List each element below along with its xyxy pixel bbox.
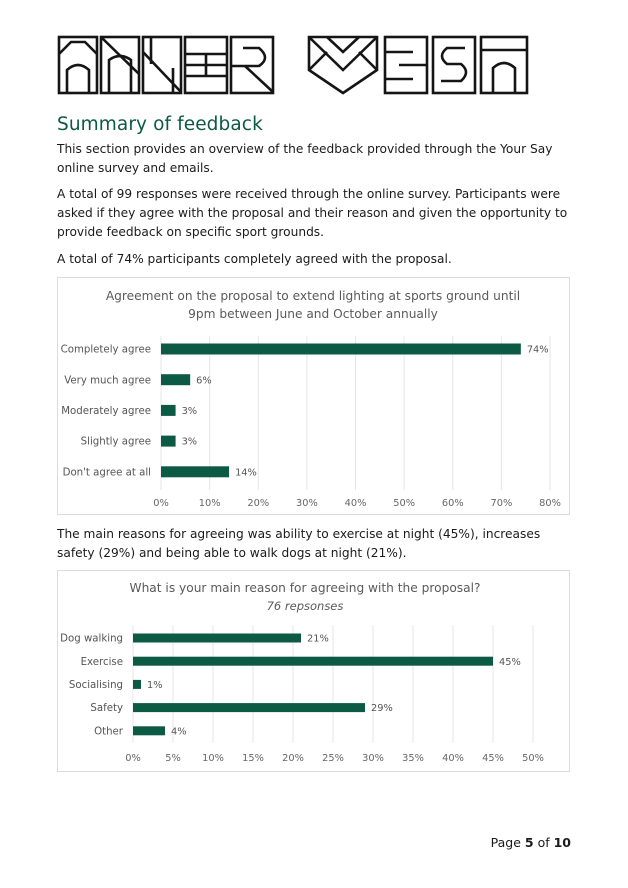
- bar-value-label: 6%: [196, 375, 212, 387]
- bar-value-label: 21%: [307, 633, 329, 645]
- logo-letter-n2: [143, 37, 181, 93]
- x-tick-label: 40%: [442, 753, 464, 764]
- x-tick-label: 20%: [247, 498, 270, 509]
- bar-value-label: 3%: [181, 436, 198, 448]
- category-label: Very much agree: [64, 375, 151, 387]
- page-number: [491, 835, 571, 850]
- category-label: Dog walking: [60, 633, 123, 645]
- bar-value-label: 74%: [526, 344, 549, 356]
- category-label: Safety: [90, 703, 123, 715]
- reasons-chart-svg: [58, 571, 569, 771]
- category-label: Completely agree: [60, 344, 151, 356]
- agreement-paragraph: A total of 74% participants completely agreed with the proposal.: [57, 252, 452, 266]
- logo-letter-r: [231, 37, 273, 93]
- page-total: 10: [553, 835, 571, 850]
- bar: [161, 436, 176, 447]
- x-tick-label: 50%: [522, 753, 544, 764]
- category-label: Don't agree at all: [62, 467, 151, 479]
- logo-letter-e1: [185, 37, 227, 93]
- bar: [133, 634, 301, 643]
- bar: [133, 703, 365, 712]
- bar-value-label: 4%: [171, 726, 187, 738]
- x-tick-label: 0%: [125, 753, 141, 764]
- x-tick-label: 5%: [165, 753, 181, 764]
- x-tick-label: 50%: [393, 498, 416, 509]
- x-tick-label: 25%: [322, 753, 344, 764]
- category-label: Moderately agree: [61, 406, 151, 417]
- bar-value-label: 3%: [181, 406, 198, 417]
- inner-west-logo: [57, 34, 533, 96]
- bar: [161, 466, 229, 477]
- category-label: Other: [94, 726, 123, 738]
- x-tick-label: 30%: [362, 753, 384, 764]
- bar: [133, 680, 141, 689]
- chart-subtitle: 76 repsonses: [266, 599, 344, 613]
- page-of: of: [533, 835, 554, 850]
- reasons-chart: [57, 570, 570, 772]
- x-tick-label: 35%: [402, 753, 424, 764]
- logo-letter-i: [59, 37, 97, 93]
- chart-title-line: Agreement on the proposal to extend lighting at sports ground until: [105, 289, 521, 303]
- x-tick-label: 40%: [344, 498, 367, 509]
- bar: [161, 374, 190, 385]
- x-tick-label: 60%: [441, 498, 464, 509]
- category-label: Exercise: [80, 656, 123, 668]
- category-label: Slightly agree: [80, 436, 151, 448]
- x-tick-label: 15%: [242, 753, 264, 764]
- logo-letter-e2: [385, 37, 427, 93]
- bar: [161, 344, 521, 355]
- logo-letter-s: [433, 37, 475, 93]
- x-tick-label: 80%: [539, 498, 561, 509]
- bar: [133, 657, 493, 666]
- agreement-chart-svg: [58, 278, 569, 514]
- logo-letter-w: [309, 37, 377, 93]
- responses-paragraph: A total of 99 responses were received through the online survey. Participants were asked if they agree with the proposal and their reason and given the opportunity to provide feedback on specific sport grounds.: [57, 187, 568, 239]
- agreement-chart: [57, 277, 570, 515]
- category-label: Socialising: [68, 680, 123, 691]
- bar-value-label: 14%: [235, 467, 257, 479]
- intro-paragraph: This section provides an overview of the feedback provided through the Your Say online survey and emails.: [57, 142, 553, 175]
- page-prefix: Page: [490, 835, 525, 850]
- bar-value-label: 45%: [499, 656, 521, 668]
- chart-title-line: 9pm between June and October annually: [188, 307, 438, 321]
- x-tick-label: 20%: [282, 753, 304, 764]
- x-tick-label: 45%: [482, 753, 504, 764]
- section-title: Summary of feedback: [57, 114, 263, 135]
- x-tick-label: 30%: [295, 498, 318, 509]
- x-tick-label: 10%: [202, 753, 224, 764]
- bar-value-label: 1%: [147, 680, 163, 691]
- chart-title-line: What is your main reason for agreeing with the proposal?: [129, 581, 481, 595]
- logo-letter-n1: [101, 37, 139, 93]
- x-tick-label: 70%: [490, 498, 513, 509]
- bar-value-label: 29%: [371, 703, 393, 715]
- logo-letter-t: [481, 37, 527, 93]
- page-current: 5: [524, 835, 534, 850]
- x-tick-label: 10%: [198, 498, 221, 509]
- x-tick-label: 0%: [153, 498, 169, 509]
- bar: [133, 726, 165, 735]
- reasons-paragraph: The main reasons for agreeing was ability to exercise at night (45%), increases safety (29%) and being able to walk dogs at night (21%).: [57, 527, 541, 560]
- bar: [161, 405, 176, 416]
